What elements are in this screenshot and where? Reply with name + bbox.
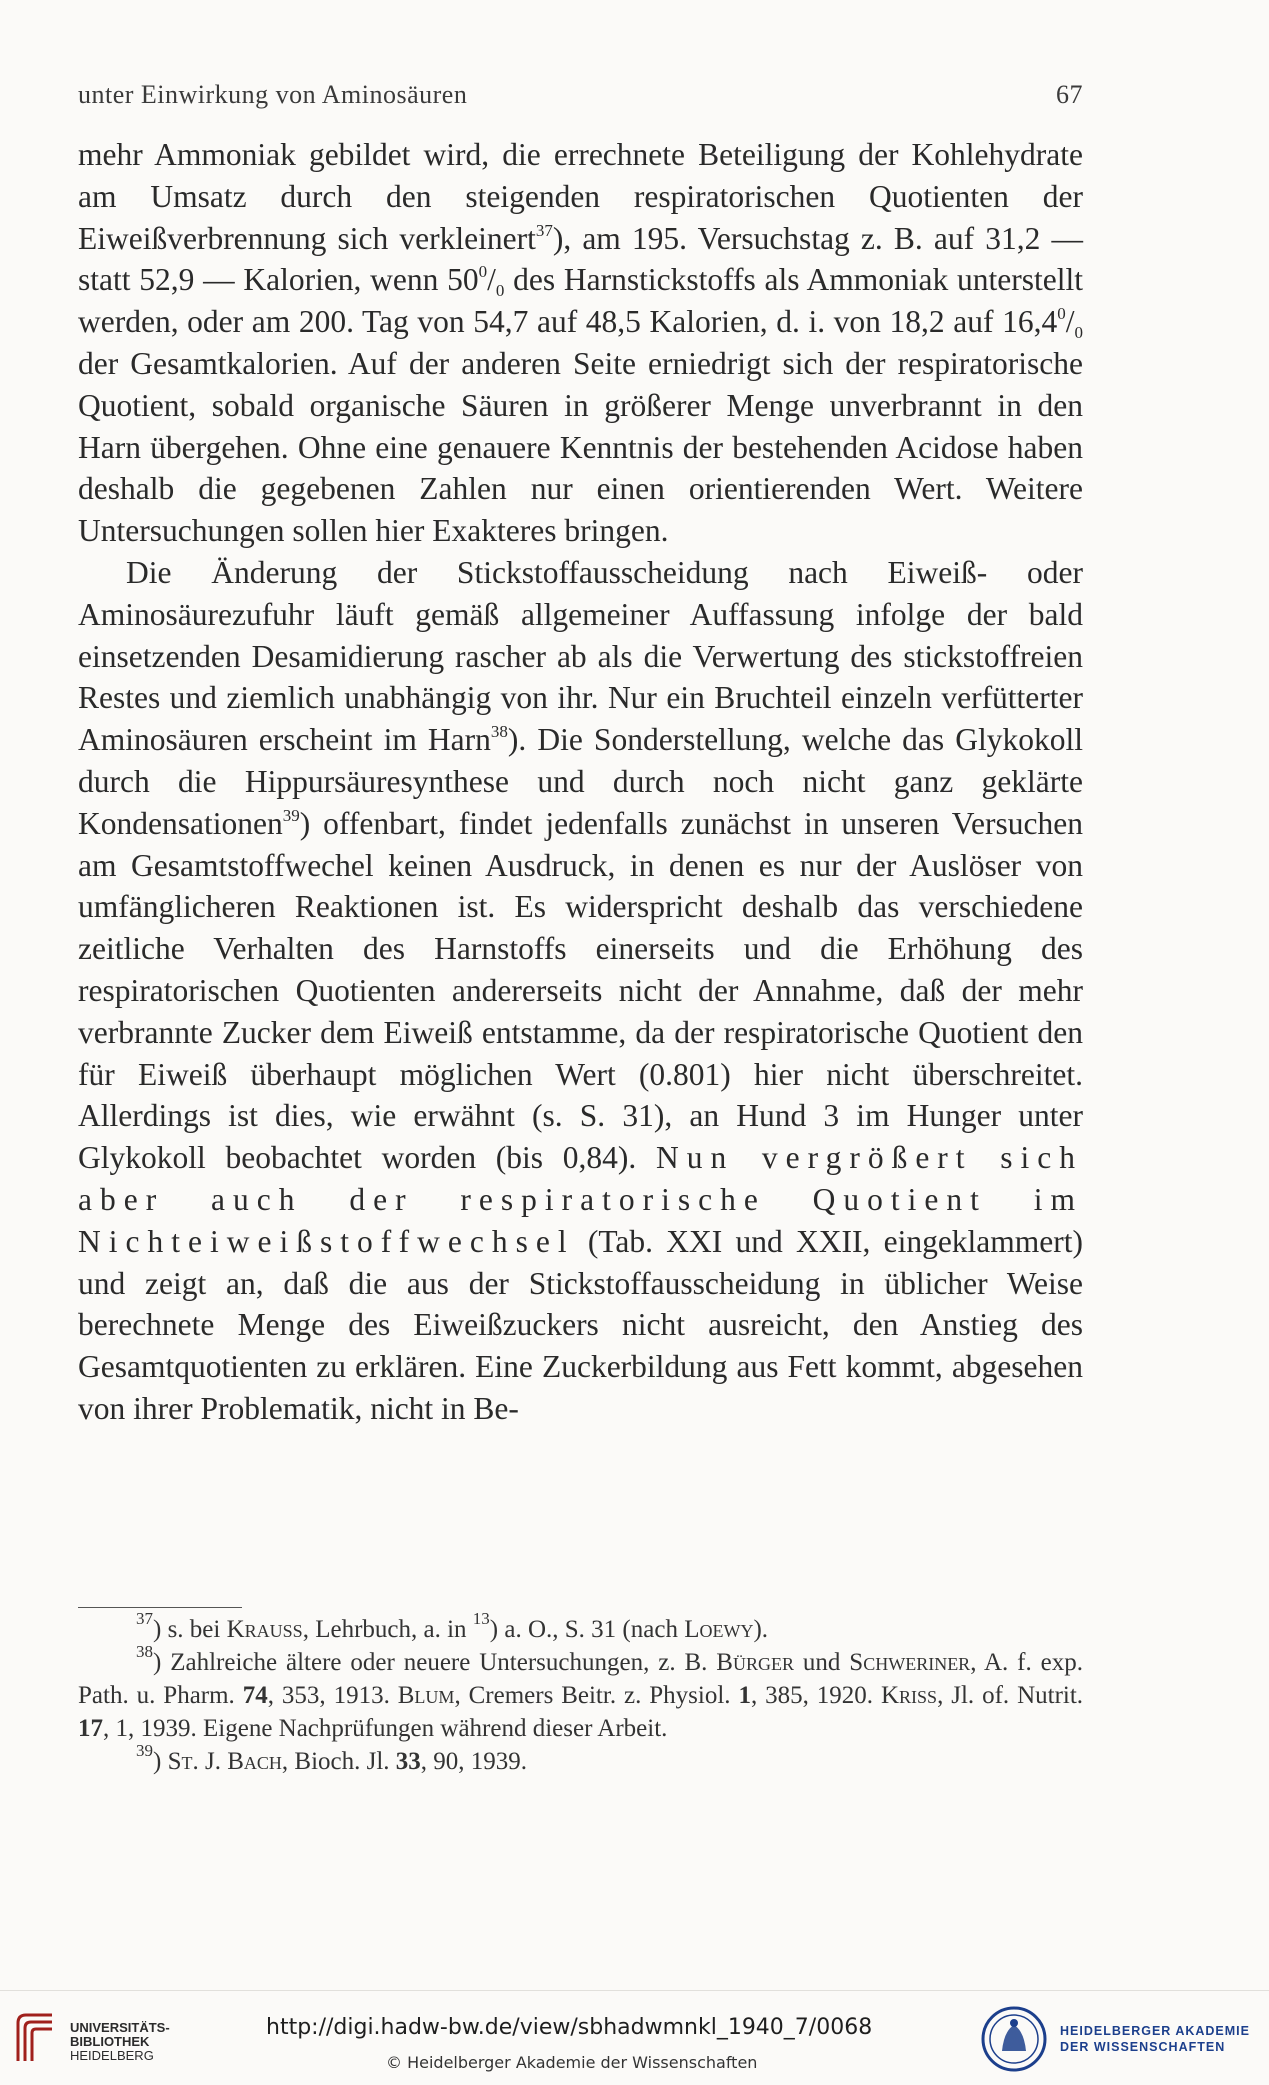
university-library-logo-icon (12, 2009, 60, 2067)
footnote-38 (78, 1642, 1084, 1745)
author-name: Blum (397, 1682, 455, 1709)
paragraph-text: des Harnstickstoffs als Ammoniak unterstellt werden, oder am 200. Tag von 54,7 auf 48,5 Kalorien, d. i. von 18,2 auf 16,4 (78, 262, 1083, 340)
copyright-notice: © Heidelberger Akademie der Wissenschaften (386, 2053, 758, 2072)
footnote-ref-38[interactable]: 38 (490, 722, 508, 742)
footnote-text: , Lehrbuch, a. in (302, 1616, 473, 1643)
percent-sign-sub: 0 (1074, 323, 1083, 343)
paragraph-text: mehr Ammoniak gebildet wird, die errechnete Beteiligung der Kohlehydrate am Umsatz durch den steigenden respiratorischen Quotienten der Eiweißverbrennung sich verkleinert (78, 137, 1083, 256)
footnote-text: ) s. bei (153, 1616, 227, 1643)
paragraph-text: Die Änderung der Stickstoffausscheidung nach Eiweiß- oder Aminosäurezufuhr läuft gemäß allgemeiner Auffassung infolge der bald einsetzenden Desamidierung rascher ab als die Verwertung des stickstoffreien Restes und ziemlich unabhängig von ihr. Nur ein Bruchteil einzeln verfütterter Aminosäuren erscheint im Harn (78, 554, 1083, 758)
university-library-name (70, 2021, 170, 2063)
footnote-divider (78, 1607, 242, 1608)
author-name: Kriss (880, 1682, 938, 1709)
footnote-text: ). (753, 1616, 769, 1643)
running-head (78, 80, 1083, 110)
footnotes (78, 1609, 1084, 1778)
running-title: unter Einwirkung von Aminosäuren (78, 80, 468, 109)
footnote-text: , 90, 1939. (420, 1748, 528, 1775)
footnote-text: , Cremers Beitr. z. Physiol. (454, 1682, 739, 1709)
footnote-text: ) (153, 1748, 168, 1775)
paragraph-text: ), am 195. Versuchstag z. B. auf 31,2 — statt 52,9 — Kalorien, wenn 50 (78, 220, 1083, 298)
footnote-text: , Bioch. Jl. (281, 1748, 396, 1775)
percent-sign-sub: 0 (495, 281, 505, 301)
volume-number: 33 (395, 1748, 421, 1775)
paragraph-text: ) offenbart, findet jedenfalls zunächst in unseren Versuchen am Gesamtstoffwechel keinen Ausdruck, in denen es nur der Auslöser von umfänglicheren Reaktionen ist. Es widerspricht deshalb das verschiedene zeitliche Verhalten des Harnstoffs einerseits und die Erhöhung des respiratorischen Quotienten andererseits nicht der Annahme, daß der mehr verbrannte Zucker dem Eiweiß entstamme, da der respiratorische Quotient den für Eiweiß überhaupt möglichen Wert (0.801) hier nicht überschreitet. Allerdings ist dies, wie erwähnt (s. S. 31), an Hund 3 im Hunger unter Glykokoll beobachtet worden (bis 0,84). (78, 805, 1083, 1176)
author-name: St. J. Bach (167, 1748, 282, 1775)
academy-seal-icon (980, 2005, 1048, 2073)
footnote-ref-39[interactable]: 39 (282, 805, 300, 825)
paragraph-1 (78, 134, 1083, 552)
academy-name (1060, 2023, 1250, 2055)
footnote-text: ) a. O., S. 31 (nach (489, 1616, 685, 1643)
paragraph-text: der Gesamtkalorien. Auf der anderen Seite erniedrigt sich der respiratorische Quotient, sobald organische Säuren in größerer Menge unverbrannt in den Harn übergehen. Ohne eine genauere Kenntnis der bestehenden Acidose haben deshalb die gegebenen Zahlen nur einen orientierenden Wert. Weitere Untersuchungen sollen hier Exakteres bringen. (78, 345, 1083, 549)
author-name: Schweriner (849, 1649, 971, 1676)
author-name: Krauss (226, 1616, 303, 1643)
footnote-text: , 385, 1920. (750, 1682, 881, 1709)
footnote-text: , 353, 1913. (267, 1682, 398, 1709)
emphasized-text: Nun vergrößert sich aber auch der respiratorische Quotient im Nichteiweißstoffwechsel (78, 1140, 1084, 1259)
author-name: Loewy (684, 1616, 754, 1643)
paragraph-text: (Tab. XXI und XXII, eingeklammert) und zeigt an, daß die aus der Stickstoffausscheidung in üblicher Weise berechnete Menge des Eiweißzuckers nicht ausreicht, den Anstieg des Gesamtquotienten zu erklären. Eine Zuckerbildung aus Fett kommt, abgesehen von ihrer Problematik, nicht in Be- (78, 1223, 1083, 1426)
percent-sign-sup: 0 (1057, 304, 1066, 324)
library-name-line: UNIVERSITÄTS- (70, 2020, 170, 2035)
footnote-text: und (793, 1649, 850, 1676)
percent-sign-slash: / (487, 262, 496, 298)
footnote-39 (78, 1741, 1083, 1778)
percent-sign-slash: / (1065, 304, 1075, 340)
body-text (78, 134, 1083, 1430)
footnote-text: , 1, 1939. Eigene Nachprüfungen während dieser Arbeit. (103, 1715, 668, 1742)
footnote-37 (78, 1609, 1083, 1646)
footnote-text: , A. f. exp. Path. u. Pharm. (78, 1649, 1083, 1709)
footnote-mark: 38 (136, 1642, 153, 1661)
page-number: 67 (1056, 80, 1083, 109)
percent-sign-sup: 0 (478, 262, 488, 282)
paragraph-2 (78, 552, 1083, 1430)
footnote-mark: 37 (136, 1609, 153, 1628)
volume-number: 17 (78, 1715, 103, 1742)
academy-name-line: DER WISSENSCHAFTEN (1060, 2040, 1226, 2054)
author-name: Bürger (716, 1649, 794, 1676)
library-name-line: HEIDELBERG (70, 2048, 154, 2063)
permalink-url[interactable]: http://digi.hadw-bw.de/view/sbhadwmnkl_1940_7/0068 (266, 2015, 873, 2040)
library-name-line: BIBLIOTHEK (70, 2034, 150, 2049)
footnote-text: ) Zahlreiche ältere oder neuere Untersuchungen, z. B. (153, 1649, 717, 1676)
footnote-cross-ref[interactable]: 13 (472, 1609, 490, 1628)
academy-name-line: HEIDELBERGER AKADEMIE (1060, 2024, 1250, 2038)
footnote-text: , Jl. of. Nutrit. (937, 1682, 1084, 1709)
paragraph-text: ). Die Sonderstellung, welche das Glykokoll durch die Hippursäuresynthese und durch noch nicht ganz geklärte Kondensationen (78, 722, 1083, 841)
volume-number: 74 (242, 1682, 268, 1709)
footnote-mark: 39 (136, 1741, 153, 1760)
volume-number: 1 (738, 1682, 751, 1709)
digitization-footer (0, 1990, 1269, 2085)
footnote-ref-37[interactable]: 37 (535, 220, 553, 240)
